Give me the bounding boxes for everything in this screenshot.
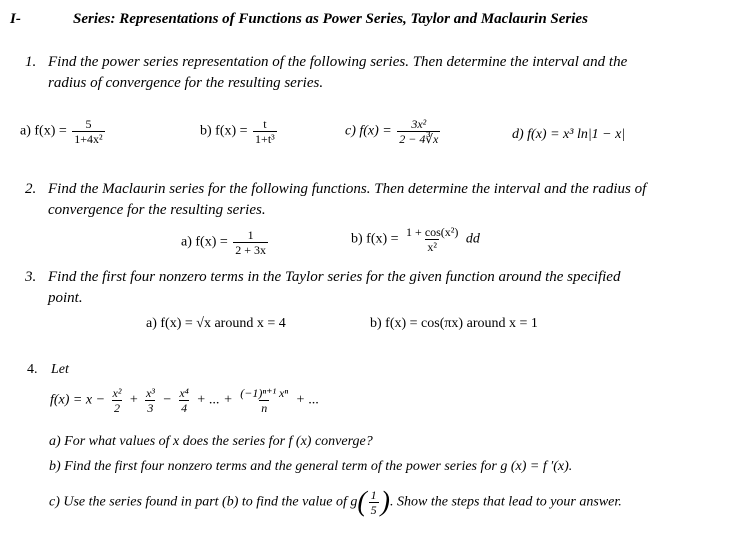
q1b-fraction [253,117,277,146]
q1c-label: c) f(x) = [345,123,392,139]
q2b-tail: dd [465,231,480,247]
q4-term2-den: 2 [114,401,121,415]
q1c-denominator: 2 − 4∛x [399,132,439,146]
q1a-numerator: 5 [85,117,92,131]
q1a-fraction [72,117,104,146]
q4a-text: a) For what values of x does the series for f (x) converge? [49,434,373,449]
q1-text-line1: Find the power series representation of the following series. Then determine the interval and the [48,54,628,70]
q4-number: 4. [27,362,38,377]
q2-number: 2. [25,181,37,197]
q1c-numerator: 3x² [411,117,427,131]
q1c-expression [345,117,442,146]
section-roman-numeral: I- [10,11,21,27]
q4-let: Let [51,362,69,377]
q1c-fraction [397,117,440,146]
q3a-expression: a) f(x) = √x around x = 4 [146,316,286,331]
q2b-numerator: 1 + cos(x²) [406,225,459,239]
q3-number: 3. [25,269,37,285]
q4-term3 [144,386,157,415]
q4b-text: b) Find the first four nonzero terms and the general term of the power series for g (x) = f ′(x). [49,459,573,474]
q1-number: 1. [25,54,37,70]
q1a-expression [20,117,107,146]
q3-text-line2: point. [48,290,83,306]
q2b-fraction [404,225,460,254]
q4-op2: − [162,392,172,408]
q2b-expression [351,225,480,254]
q4-op3: + ... + [196,392,233,408]
q4-term-n-num: (−1)ⁿ⁺¹ xⁿ [240,386,289,400]
q4-term3-num: x³ [145,386,155,400]
q4c-den: 5 [370,503,377,517]
q4-term3-den: 3 [147,401,154,415]
q2a-denominator: 2 + 3x [235,243,267,257]
q4c-fraction [369,488,379,517]
q4c-num: 1 [370,488,377,502]
q4-term2 [111,386,124,415]
q2a-label: a) f(x) = [181,234,228,250]
q4-term4-num: x⁴ [179,386,189,400]
q1-text-line2: radius of convergence for the resulting series. [48,75,324,91]
q4-series-lhs: f(x) = x − [50,392,106,408]
q4c-text: c) Use the series found in part (b) to find the value of g( $\frac{1}{5}$ ). Show the steps that lead to your answer. [49,486,622,518]
q3b-expression: b) f(x) = cos(πx) around x = 1 [370,316,538,331]
q1a-label: a) f(x) = [20,123,67,139]
q1b-expression [200,117,279,146]
q4-term4 [177,386,191,415]
q1b-label: b) f(x) = [200,123,248,139]
q4-term4-den: 4 [181,401,188,415]
q1b-numerator: t [263,117,267,131]
q2a-fraction [233,228,268,257]
q2-text-line1: Find the Maclaurin series for the following functions. Then determine the interval and the radius of [48,181,647,197]
q4c-pre: c) Use the series found in part (b) to find the value of g [49,494,358,510]
q4-op1: + [128,392,139,408]
q4-series [50,386,319,415]
q4-term-n [238,386,290,415]
q1b-denominator: 1+t³ [255,132,275,146]
q4-op4: + ... [295,392,320,408]
q4c-post: . Show the steps that lead to your answer. [390,494,622,510]
q4-term-n-den: n [261,401,268,415]
q2b-label: b) f(x) = [351,231,399,247]
q2a-numerator: 1 [247,228,254,242]
page-title: Series: Representations of Functions as Power Series, Taylor and Maclaurin Series [73,11,588,27]
q2-text-line2: convergence for the resulting series. [48,202,266,218]
q1a-denominator: 1+4x² [74,132,103,146]
q3-text-line1: Find the first four nonzero terms in the Taylor series for the given function around the specified [48,269,621,285]
q4-term2-num: x² [112,386,122,400]
q2a-expression [181,228,270,257]
q1d-expression: d) f(x) = x³ ln|1 − x| [512,127,626,142]
q2b-denominator: x² [427,240,438,254]
